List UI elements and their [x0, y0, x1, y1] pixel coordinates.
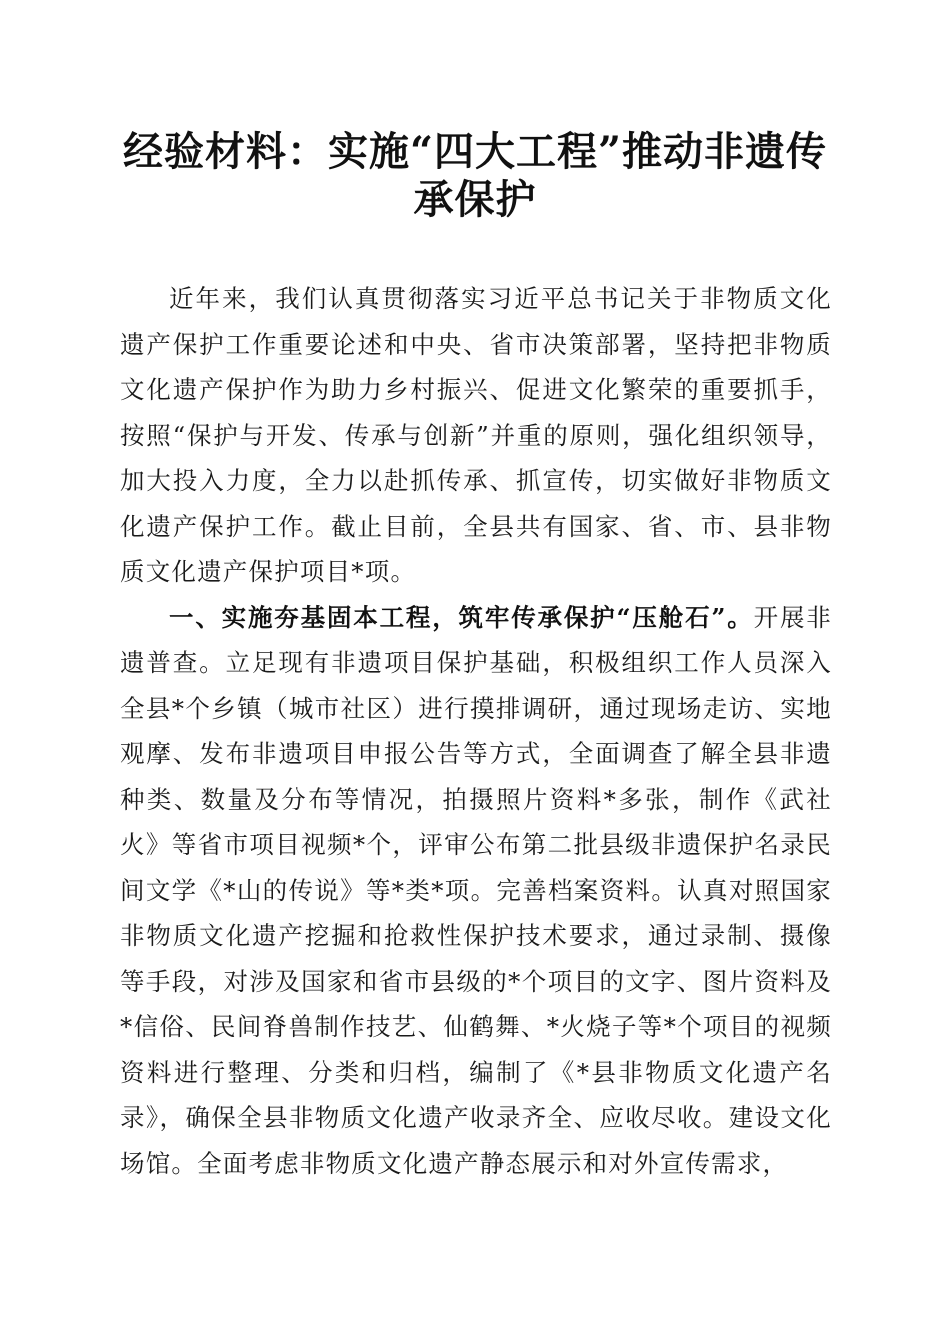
document-body [120, 276, 832, 1186]
section-1-text: 开展非遗普查。立足现有非遗项目保护基础，积极组织工作人员深入全县*个乡镇（城市社区）进行摸排调研，通过现场走访、实地观摩、发布非遗项目申报公告等方式，全面调查了解全县非遗种类、数量及分布等情况，拍摄照片资料*多张，制作《武社火》等省市项目视频*个，评审公布第二批县级非遗保护名录民间文学《*山的传说》等*类*项。完善档案资料。认真对照国家非物质文化遗产挖掘和抢救性保护技术要求，通过录制、摄像等手段，对涉及国家和省市县级的*个项目的文字、图片资料及*信俗、民间脊兽制作技艺、仙鹤舞、*火烧子等*个项目的视频资料进行整理、分类和归档，编制了《*县非物质文化遗产名录》，确保全县非物质文化遗产收录齐全、应收尽收。建设文化场馆。全面考虑非物质文化遗产静态展示和对外宣传需求， [120, 602, 832, 1178]
paragraph-intro [120, 276, 832, 595]
section-1-heading: 一、实施夯基固本工程，筑牢传承保护“压舱石”。 [169, 602, 754, 632]
paragraph-intro-text: 近年来，我们认真贯彻落实习近平总书记关于非物质文化遗产保护工作重要论述和中央、省市决策部署，坚持把非物质文化遗产保护作为助力乡村振兴、促进文化繁荣的重要抓手，按照“保护与开发、传承与创新”并重的原则，强化组织领导，加大投入力度，全力以赴抓传承、抓宣传，切实做好非物质文化遗产保护工作。截止目前，全县共有国家、省、市、县非物质文化遗产保护项目*项。 [120, 284, 832, 586]
paragraph-section-1 [120, 595, 832, 1187]
document-title: 经验材料：实施“四大工程”推动非遗传承保护 [122, 128, 827, 223]
